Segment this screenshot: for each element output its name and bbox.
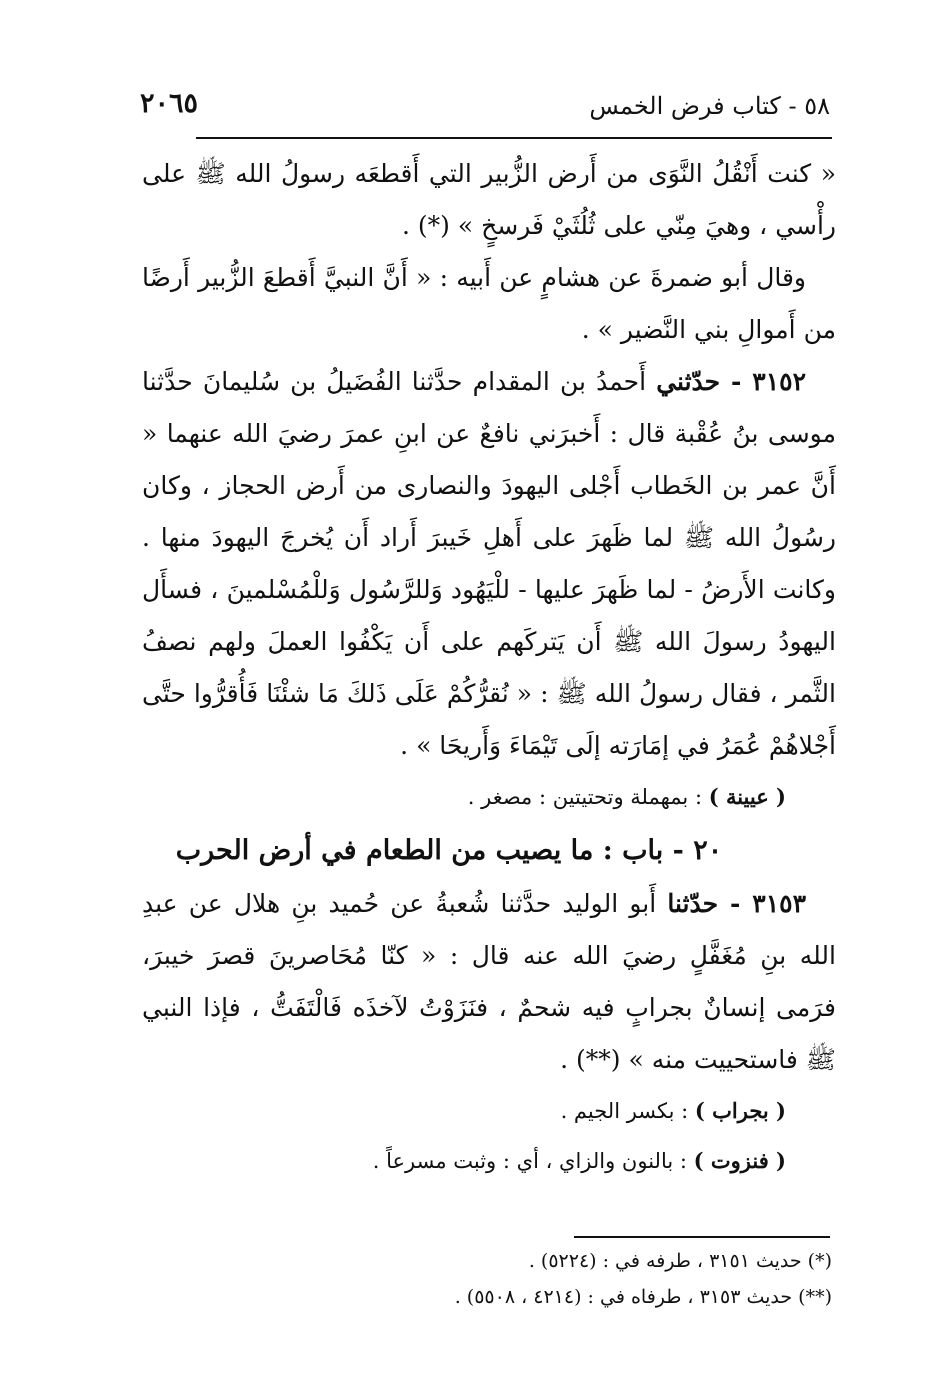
gloss-term: ( عيينة )	[708, 784, 786, 809]
footnote-divider	[574, 1236, 830, 1238]
gloss-term: ( بجراب )	[694, 1098, 786, 1123]
gloss-jirab	[142, 1086, 836, 1136]
gloss-text: : بمهملة وتحتيتين : مصغر .	[467, 785, 709, 809]
footnote-1: (*) حديث ٣١٥١ ، طرفه في : (٥٢٢٤) .	[528, 1250, 832, 1272]
header-divider	[196, 137, 832, 139]
hadith-3153	[142, 878, 836, 1086]
paragraph-abu-damra: وقال أبو ضمرةَ عن هشامٍ عن أَبيه : « أَنَّ النبيَّ أَقطعَ الزُّبير أَرضًا من أَموالِ بني النَّضير » .	[142, 263, 836, 344]
section-heading: ٢٠ - باب : ما يصيب من الطعام في أرض الحرب	[175, 835, 723, 866]
gloss-nazawtu	[142, 1136, 836, 1186]
hadith-3152	[142, 356, 836, 772]
hadith-text: أَبو الوليد حدَّثنا شُعبةُ عن حُميد بنِ هلال عن عبدِ الله بنِ مُغَفَّلٍ رضيَ الله عنه قال : « كنّا مُحَاصرينَ قصرَ خيبرَ، فرَمى إنسانٌ بجرابٍ فيه شحمٌ ، فنَزَوْتُ لآخذَه فَالْتَفَتُّ ، فإذا النبي ﷺ فاستحييت منه » (**) .	[142, 889, 836, 1074]
page-number: ٢٠٦٥	[140, 88, 199, 119]
gloss-text: : بالنون والزاي ، أي : وثبت مسرعاً .	[372, 1149, 694, 1173]
footnotes	[300, 1243, 832, 1315]
gloss-term: ( فنزوت )	[693, 1148, 786, 1173]
paragraph-narration-end: « كنت أَنْقُلُ النَّوَى من أَرض الزُّبير التي أَقطعَه رسولُ الله ﷺ على رأْسي ، وهيَ مِنّي على ثُلُثَيْ فَرسخٍ » (*) .	[142, 159, 836, 240]
hadith-number: ٣١٥٢ - حدّثني	[656, 367, 806, 396]
hadith-text: أَحمدُ بن المقدام حدَّثنا الفُضَيلُ بن سُليمانَ حدَّثنا موسى بنُ عُقْبة قال : أَخبرَني نافعٌ عن ابنِ عمرَ رضيَ الله عنهما « أَنَّ عمر بن الخَطاب أَجْلى اليهودَ والنصارى من أَرض الحجاز ، وكان رسُولُ الله ﷺ لما ظَهرَ على أَهلِ خَيبرَ أَراد أَن يُخرجَ اليهودَ منها . وكانت الأَرضُ - لما ظَهرَ عليها - للْيَهُود وَللرَّسُول وَللْمُسْلمينَ ، فسأَل اليهودُ رسولَ الله ﷺ أَن يَتركَهم على أَن يَكْفُوا العملَ ولهم نصفُ الثَّمر ، فقال رسولُ الله ﷺ : « نُقرُّكُمْ عَلَى ذَلكَ مَا شئْنَا فَأُقرُّوا حتَّى أَجْلاهُمْ عُمَرُ في إمَارَته إلَى تَيْمَاءَ وَأَريحَا » .	[142, 367, 836, 760]
page-header	[140, 88, 830, 130]
main-text	[142, 148, 836, 1186]
chapter-title: ٥٨ - كتاب فرض الخمس	[589, 92, 830, 120]
hadith-number: ٣١٥٣ - حدّثنا	[667, 889, 806, 918]
gloss-uyayna	[142, 772, 836, 822]
gloss-text: : بكسر الجيم .	[560, 1099, 695, 1123]
footnote-2: (**) حديث ٣١٥٣ ، طرفاه في : (٤٢١٤ ، ٥٥٠٨) .	[454, 1286, 832, 1308]
